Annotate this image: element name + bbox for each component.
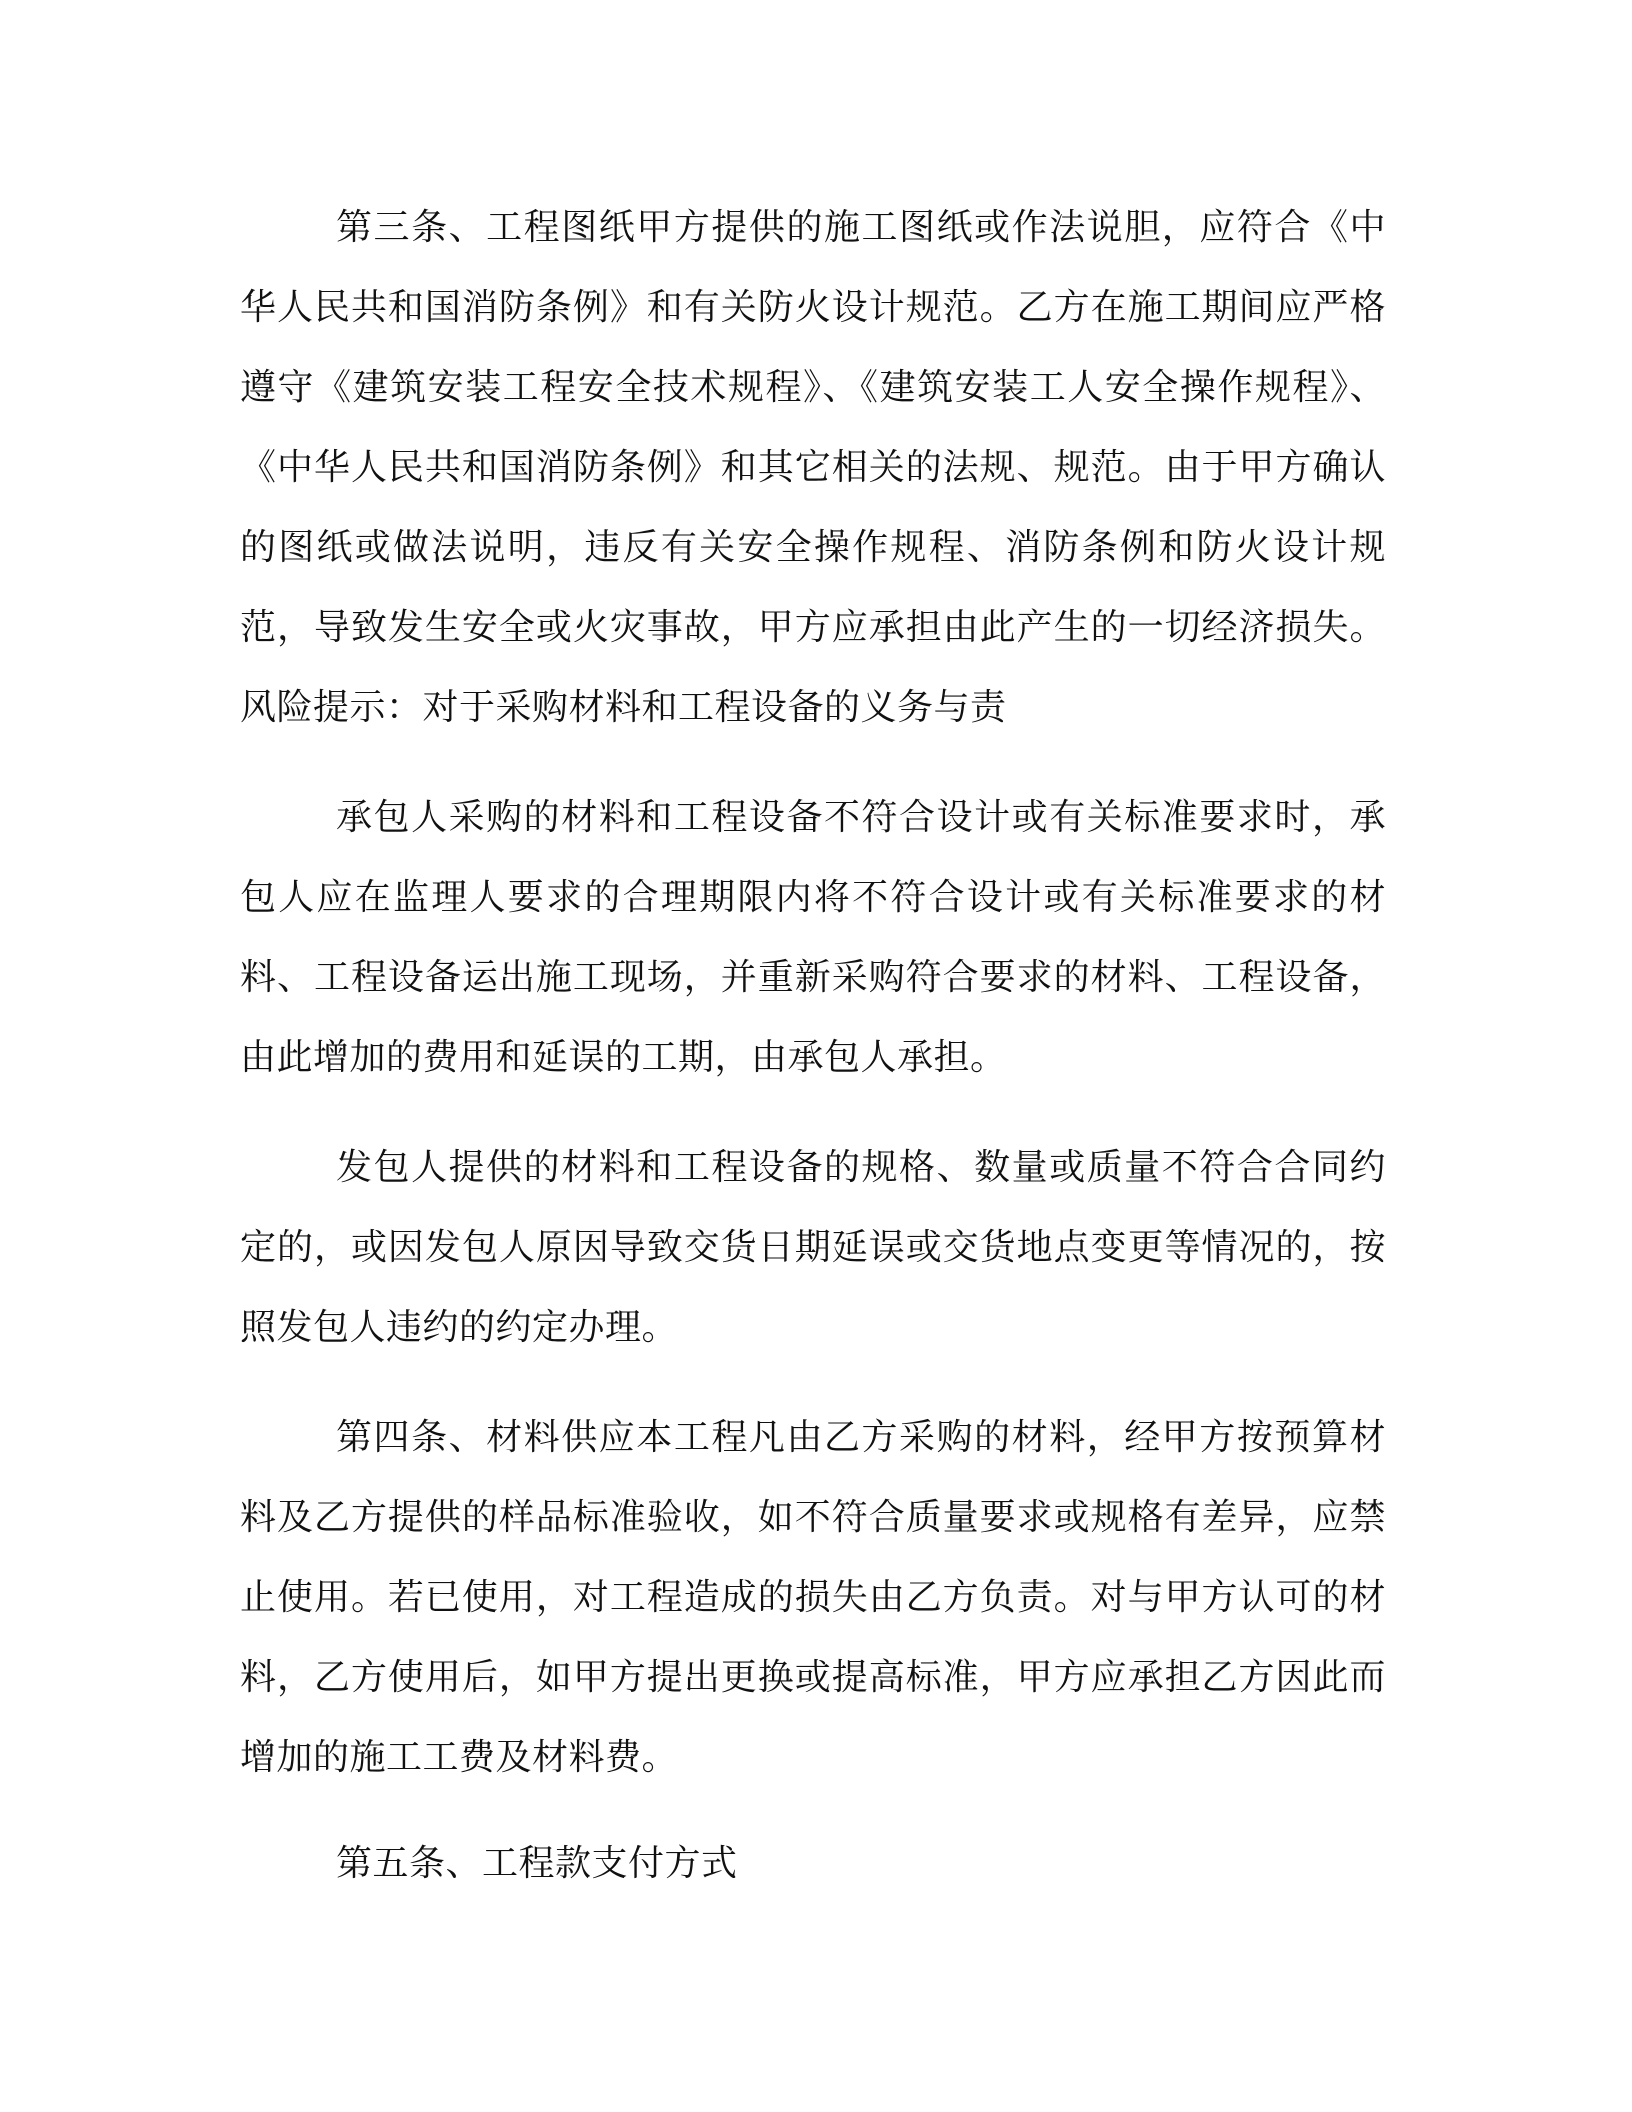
employer-materials-paragraph: 发包人提供的材料和工程设备的规格、数量或质量不符合合同约定的，或因发包人原因导致交货日期延误或交货地点变更等情况的，按照发包人违约的约定办理。 xyxy=(240,1147,1386,1348)
clause-4-paragraph: 第四条、材料供应本工程凡由乙方采购的材料，经甲方按预算材料及乙方提供的样品标准验收，如不符合质量要求或规格有差异，应禁止使用。若已使用，对工程造成的损失由乙方负责。对与甲方认可的材料，乙方使用后，如甲方提出更换或提高标准，甲方应承担乙方因此而增加的施工工费及材料费。 xyxy=(240,1417,1386,1778)
clause-5-heading: 第五条、工程款支付方式 xyxy=(336,1843,738,1884)
clause-3-paragraph: 第三条、工程图纸甲方提供的施工图纸或作法说胆，应符合《中华人民共和国消防条例》和有关防火设计规范。乙方在施工期间应严格遵守《建筑安装工程安全技术规程》、《建筑安装工人安全操作规程》、《中华人民共和国消防条例》和其它相关的法规、规范。由于甲方确认的图纸或做法说明，违反有关安全操作规程、消防条例和防火设计规范，导致发生安全或火灾事故，甲方应承担由此产生的一切经济损失。风险提示：对于采购材料和工程设备的义务与责 xyxy=(240,207,1386,728)
document-body xyxy=(240,188,1386,1904)
contractor-materials-paragraph: 承包人采购的材料和工程设备不符合设计或有关标准要求时，承包人应在监理人要求的合理期限内将不符合设计或有关标准要求的材料、工程设备运出施工现场，并重新采购符合要求的材料、工程设备，由此增加的费用和延误的工期，由承包人承担。 xyxy=(240,797,1386,1078)
